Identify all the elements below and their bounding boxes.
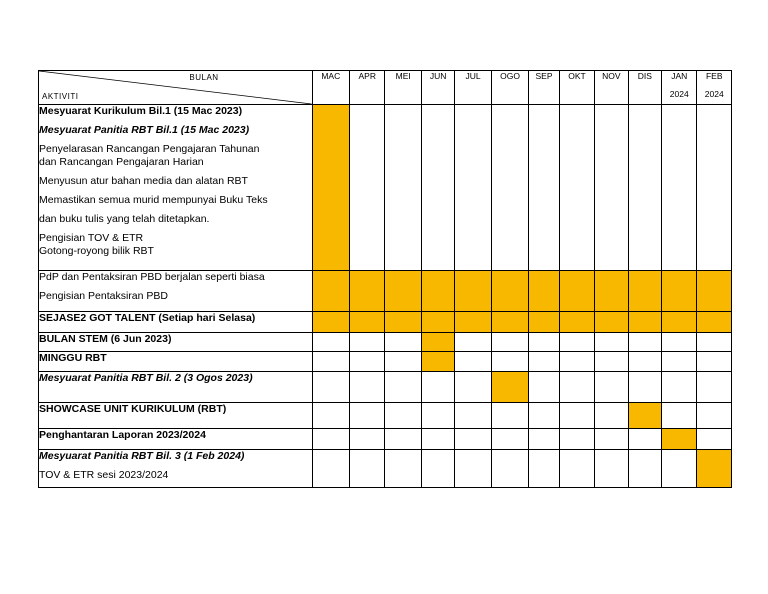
schedule-cell bbox=[595, 429, 628, 450]
schedule-cell bbox=[491, 333, 528, 352]
schedule-cell bbox=[491, 352, 528, 372]
month-name: APR bbox=[358, 71, 376, 81]
month-year: 2024 bbox=[669, 89, 689, 99]
activity-cell bbox=[39, 429, 313, 450]
activity-text: Pengisian TOV & ETR bbox=[39, 232, 144, 244]
schedule-cell-filled bbox=[421, 352, 454, 372]
schedule-cell bbox=[595, 105, 628, 271]
month-header-mei bbox=[385, 71, 421, 105]
schedule-cell bbox=[385, 450, 421, 488]
schedule-cell bbox=[628, 429, 661, 450]
month-year: 2024 bbox=[704, 89, 724, 99]
schedule-cell-filled bbox=[559, 271, 594, 312]
schedule-cell bbox=[350, 450, 385, 488]
activity-cell bbox=[39, 105, 313, 271]
month-header-jan bbox=[662, 71, 697, 105]
activity-text: TOV & ETR sesi 2023/2024 bbox=[39, 469, 169, 481]
month-header-okt bbox=[559, 71, 594, 105]
schedule-cell bbox=[385, 105, 421, 271]
schedule-body bbox=[39, 105, 732, 488]
schedule-cell-filled bbox=[662, 312, 697, 333]
schedule-cell bbox=[595, 403, 628, 429]
schedule-cell-filled bbox=[697, 271, 732, 312]
schedule-cell bbox=[559, 372, 594, 403]
schedule-cell-filled bbox=[559, 312, 594, 333]
month-name: FEB bbox=[705, 71, 723, 81]
activity-row bbox=[39, 312, 732, 333]
schedule-cell bbox=[312, 372, 349, 403]
month-name: SEP bbox=[535, 71, 553, 81]
schedule-cell bbox=[421, 403, 454, 429]
schedule-cell bbox=[491, 450, 528, 488]
month-name: MEI bbox=[395, 71, 411, 81]
activity-cell bbox=[39, 450, 313, 488]
schedule-cell bbox=[455, 403, 491, 429]
activity-text: Penghantaran Laporan 2023/2024 bbox=[39, 429, 206, 441]
schedule-cell bbox=[350, 429, 385, 450]
activity-text: Memastikan semua murid mempunyai Buku Teks bbox=[39, 194, 268, 206]
schedule-cell bbox=[455, 333, 491, 352]
schedule-cell bbox=[455, 105, 491, 271]
schedule-cell bbox=[595, 450, 628, 488]
activity-text: BULAN STEM (6 Jun 2023) bbox=[39, 333, 172, 345]
schedule-cell-filled bbox=[421, 271, 454, 312]
activity-text: dan buku tulis yang telah ditetapkan. bbox=[39, 213, 210, 225]
schedule-cell-filled bbox=[421, 333, 454, 352]
schedule-cell-filled bbox=[421, 312, 454, 333]
schedule-cell bbox=[628, 333, 661, 352]
activity-text: Mesyuarat Panitia RBT Bil. 2 (3 Ogos 2023) bbox=[39, 372, 253, 384]
schedule-cell bbox=[421, 372, 454, 403]
schedule-cell-filled bbox=[455, 312, 491, 333]
schedule-cell bbox=[350, 403, 385, 429]
schedule-cell-filled bbox=[312, 312, 349, 333]
activity-text: dan Rancangan Pengajaran Harian bbox=[39, 156, 204, 168]
schedule-cell bbox=[312, 403, 349, 429]
schedule-cell-filled bbox=[491, 271, 528, 312]
month-name: NOV bbox=[602, 71, 621, 81]
schedule-cell bbox=[697, 372, 732, 403]
month-header-nov bbox=[595, 71, 628, 105]
month-header-jun bbox=[421, 71, 454, 105]
schedule-cell bbox=[529, 450, 559, 488]
month-header-dis bbox=[628, 71, 661, 105]
schedule-cell-filled bbox=[628, 403, 661, 429]
activity-row bbox=[39, 450, 732, 488]
activity-text: SEJASE2 GOT TALENT (Setiap hari Selasa) bbox=[39, 312, 256, 324]
activity-schedule-table bbox=[38, 70, 732, 488]
schedule-cell bbox=[491, 403, 528, 429]
header-row bbox=[39, 71, 732, 105]
schedule-cell bbox=[697, 429, 732, 450]
activity-text: Mesyuarat Panitia RBT Bil. 3 (1 Feb 2024) bbox=[39, 450, 245, 462]
schedule-cell bbox=[350, 105, 385, 271]
schedule-cell bbox=[595, 372, 628, 403]
schedule-cell-filled bbox=[662, 271, 697, 312]
schedule-cell-filled bbox=[491, 312, 528, 333]
schedule-cell bbox=[559, 450, 594, 488]
schedule-cell bbox=[662, 333, 697, 352]
month-header-sep bbox=[529, 71, 559, 105]
schedule-cell bbox=[385, 352, 421, 372]
schedule-cell bbox=[455, 352, 491, 372]
schedule-cell-filled bbox=[697, 312, 732, 333]
schedule-cell bbox=[455, 372, 491, 403]
schedule-cell-filled bbox=[385, 312, 421, 333]
schedule-cell bbox=[662, 450, 697, 488]
schedule-cell bbox=[628, 372, 661, 403]
schedule-cell bbox=[491, 429, 528, 450]
activity-text: SHOWCASE UNIT KURIKULUM (RBT) bbox=[39, 403, 227, 415]
schedule-cell bbox=[455, 450, 491, 488]
activity-cell bbox=[39, 352, 313, 372]
schedule-cell bbox=[697, 403, 732, 429]
activity-text: Penyelarasan Rancangan Pengajaran Tahunan bbox=[39, 143, 260, 155]
schedule-cell bbox=[529, 429, 559, 450]
months-label: BULAN bbox=[189, 73, 219, 82]
schedule-cell bbox=[595, 352, 628, 372]
schedule-cell bbox=[455, 429, 491, 450]
schedule-cell bbox=[491, 105, 528, 271]
schedule-cell-filled bbox=[529, 312, 559, 333]
month-name: JUL bbox=[465, 71, 481, 81]
schedule-cell-filled bbox=[628, 312, 661, 333]
activity-row bbox=[39, 352, 732, 372]
activity-text: MINGGU RBT bbox=[39, 352, 107, 364]
schedule-cell bbox=[559, 403, 594, 429]
schedule-cell bbox=[385, 333, 421, 352]
schedule-cell bbox=[385, 403, 421, 429]
schedule-cell-filled bbox=[491, 372, 528, 403]
schedule-cell bbox=[529, 105, 559, 271]
schedule-cell bbox=[350, 333, 385, 352]
schedule-cell bbox=[662, 105, 697, 271]
schedule-cell bbox=[559, 105, 594, 271]
activity-cell bbox=[39, 312, 313, 333]
schedule-cell bbox=[595, 333, 628, 352]
schedule-cell bbox=[350, 352, 385, 372]
schedule-cell bbox=[312, 429, 349, 450]
schedule-cell bbox=[662, 372, 697, 403]
schedule-cell-filled bbox=[455, 271, 491, 312]
activity-text: Pengisian Pentaksiran PBD bbox=[39, 290, 168, 302]
schedule-cell bbox=[662, 352, 697, 372]
month-header-jul bbox=[455, 71, 491, 105]
month-header-feb bbox=[697, 71, 732, 105]
schedule-cell bbox=[697, 333, 732, 352]
activity-cell bbox=[39, 271, 313, 312]
activity-text: Gotong-royong bilik RBT bbox=[39, 245, 154, 257]
activity-cell bbox=[39, 403, 313, 429]
month-name: JAN bbox=[671, 71, 688, 81]
activity-text: Menyusun atur bahan media dan alatan RBT bbox=[39, 175, 248, 187]
schedule-cell bbox=[312, 352, 349, 372]
schedule-cell-filled bbox=[350, 271, 385, 312]
activity-row bbox=[39, 429, 732, 450]
schedule-cell bbox=[662, 403, 697, 429]
schedule-cell bbox=[697, 352, 732, 372]
schedule-cell bbox=[312, 450, 349, 488]
schedule-cell bbox=[559, 429, 594, 450]
schedule-cell bbox=[559, 352, 594, 372]
schedule-cell bbox=[421, 105, 454, 271]
activity-text: PdP dan Pentaksiran PBD berjalan seperti biasa bbox=[39, 271, 265, 283]
schedule-cell-filled bbox=[385, 271, 421, 312]
schedule-cell bbox=[529, 403, 559, 429]
schedule-cell bbox=[421, 429, 454, 450]
header-corner-cell bbox=[39, 71, 313, 105]
month-name: JUN bbox=[429, 71, 447, 81]
schedule-cell bbox=[529, 372, 559, 403]
schedule-cell-filled bbox=[350, 312, 385, 333]
schedule-cell bbox=[421, 450, 454, 488]
activity-row bbox=[39, 105, 732, 271]
activity-row bbox=[39, 403, 732, 429]
month-name: MAC bbox=[321, 71, 341, 81]
schedule-cell-filled bbox=[595, 271, 628, 312]
month-name: OGO bbox=[500, 71, 520, 81]
activity-row bbox=[39, 333, 732, 352]
schedule-cell-filled bbox=[529, 271, 559, 312]
schedule-cell bbox=[385, 429, 421, 450]
schedule-cell bbox=[628, 105, 661, 271]
activity-cell bbox=[39, 333, 313, 352]
schedule-cell bbox=[697, 105, 732, 271]
schedule-cell bbox=[529, 333, 559, 352]
schedule-cell bbox=[385, 372, 421, 403]
schedule-cell-filled bbox=[312, 271, 349, 312]
schedule-cell bbox=[559, 333, 594, 352]
activity-text: Mesyuarat Panitia RBT Bil.1 (15 Mac 2023) bbox=[39, 124, 250, 136]
activity-cell bbox=[39, 372, 313, 403]
schedule-cell-filled bbox=[312, 105, 349, 271]
activity-row bbox=[39, 372, 732, 403]
schedule-cell-filled bbox=[662, 429, 697, 450]
schedule-cell bbox=[628, 352, 661, 372]
schedule-cell bbox=[529, 352, 559, 372]
month-name: OKT bbox=[568, 71, 586, 81]
month-name: DIS bbox=[637, 71, 652, 81]
activities-label: AKTIVITI bbox=[42, 92, 79, 101]
schedule-cell-filled bbox=[595, 312, 628, 333]
schedule-cell-filled bbox=[697, 450, 732, 488]
schedule-cell-filled bbox=[628, 271, 661, 312]
activity-text: Mesyuarat Kurikulum Bil.1 (15 Mac 2023) bbox=[39, 105, 243, 117]
schedule-cell bbox=[350, 372, 385, 403]
schedule-cell bbox=[628, 450, 661, 488]
activity-row bbox=[39, 271, 732, 312]
schedule-cell bbox=[312, 333, 349, 352]
month-header-ogo bbox=[491, 71, 528, 105]
